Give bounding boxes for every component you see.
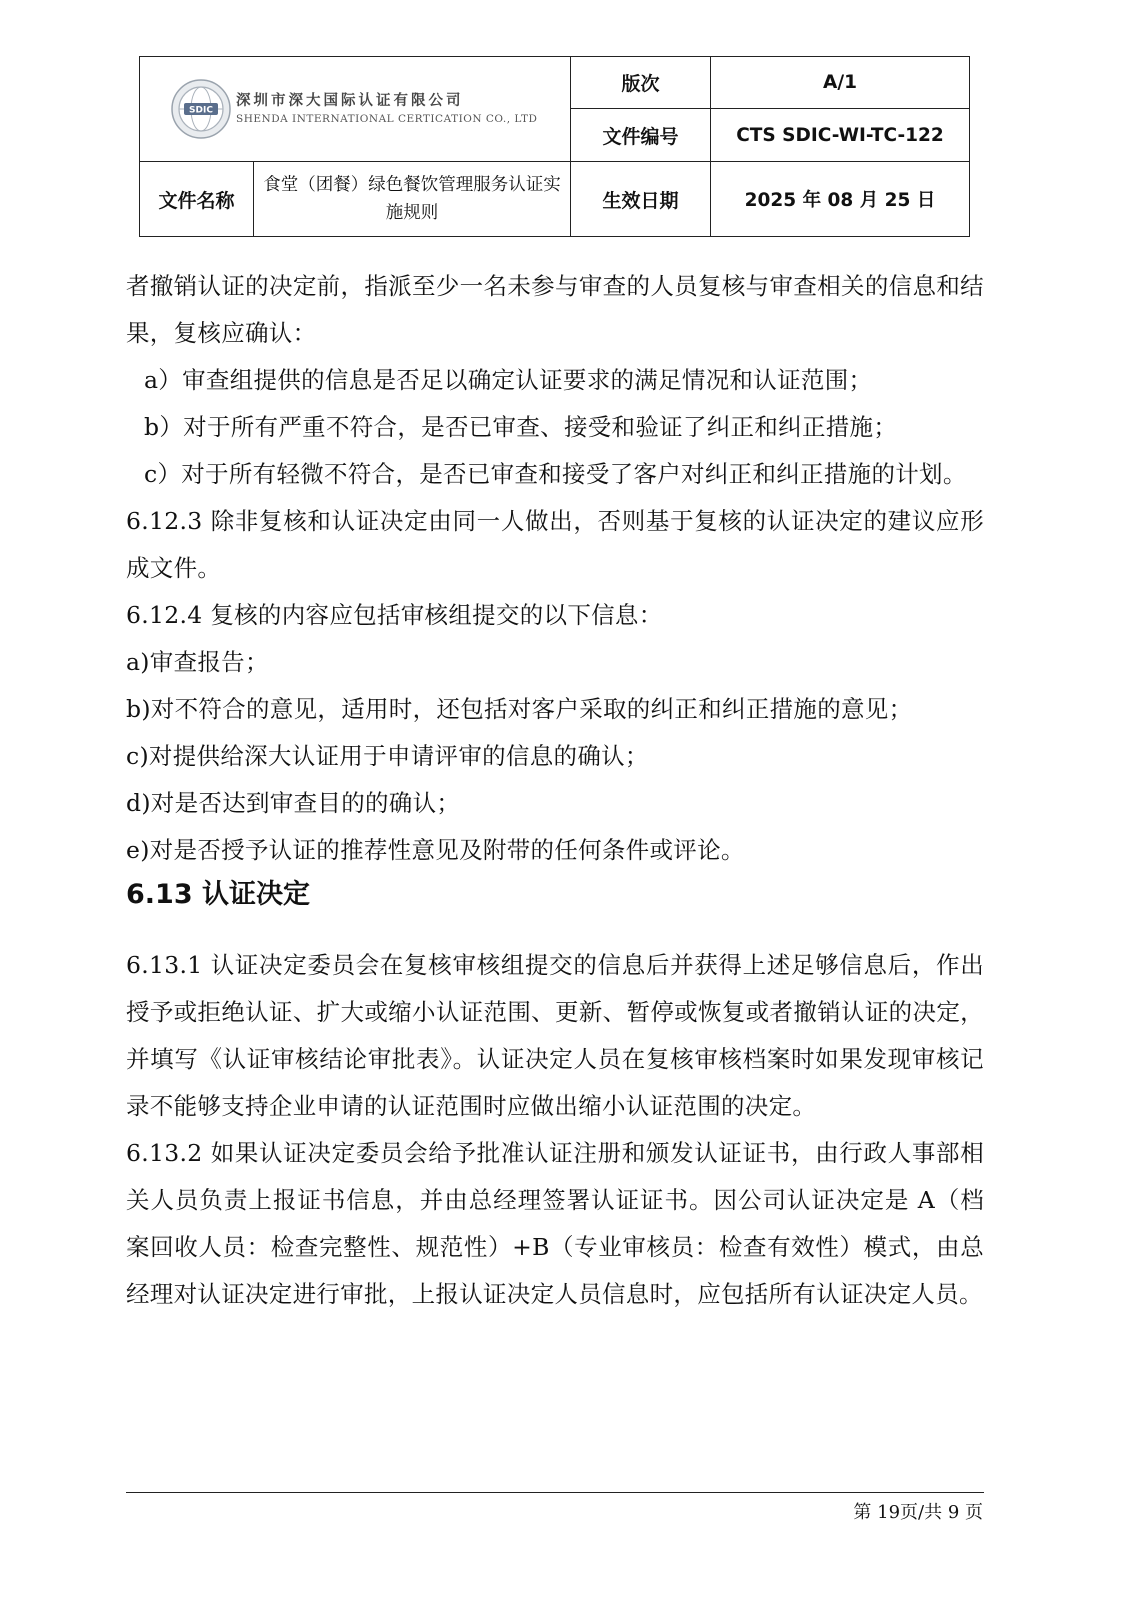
clause-6-13-2: 6.13.2 如果认证决定委员会给予批准认证注册和颁发认证证书，由行政人事部相关人员负责上报证书信息，并由总经理签署认证证书。因公司认证决定是 A（档案回收人员：检查完整性、规范性）+B（专业审核员：检查有效性）模式，由总经理对认证决定进行审批，上报认证决定人员信息时，应包括所有认证决定人员。 (126, 1139, 984, 1308)
review-intro-paragraph: 者撤销认证的决定前，指派至少一名未参与审查的人员复核与审查相关的信息和结果，复核应确认： (126, 272, 984, 347)
content-item-d: d)对是否达到审查目的的确认； (126, 789, 461, 817)
page-number: 第 19页/共 9 页 (853, 1502, 983, 1523)
footer-divider (126, 1492, 984, 1493)
doc-number-label: 文件编号 (571, 109, 711, 162)
clause-6-12-4: 6.12.4 复核的内容应包括审核组提交的以下信息： (126, 601, 663, 629)
content-item-c: c)对提供给深大认证用于申请评审的信息的确认； (126, 742, 649, 770)
section-heading-6-13: 6.13 认证决定 (126, 879, 311, 910)
content-item-b: b)对不符合的意见，适用时，还包括对客户采取的纠正和纠正措施的意见； (126, 695, 913, 723)
doc-name-value: 食堂（团餐）绿色餐饮管理服务认证实施规则 (254, 162, 571, 237)
doc-number-value: CTS SDIC-WI-TC-122 (711, 109, 970, 162)
company-logo-icon (170, 78, 232, 140)
review-item-b: b）对于所有严重不符合，是否已审查、接受和验证了纠正和纠正措施； (144, 413, 898, 441)
company-logo-cell (140, 57, 571, 162)
content-item-e: e)对是否授予认证的推荐性意见及附带的任何条件或评论。 (126, 836, 745, 864)
clause-6-13-1: 6.13.1 认证决定委员会在复核审核组提交的信息后并获得上述足够信息后，作出授予或拒绝认证、扩大或缩小认证范围、更新、暂停或恢复或者撤销认证的决定，并填写《认证审核结论审批表》。认证决定人员在复核审核档案时如果发现审核记录不能够支持企业申请的认证范围时应做出缩小认证范围的决定。 (126, 951, 984, 1120)
doc-name-label: 文件名称 (140, 162, 254, 237)
effective-date-value: 2025 年 08 月 25 日 (711, 162, 970, 237)
effective-date-label: 生效日期 (571, 162, 711, 237)
content-item-a: a)审查报告； (126, 648, 269, 676)
document-header-table (139, 56, 970, 237)
review-item-c: c）对于所有轻微不符合，是否已审查和接受了客户对纠正和纠正措施的计划。 (144, 460, 967, 488)
company-name-en: SHENDA INTERNATIONAL CERTICATION CO., LTD (236, 113, 538, 126)
clause-6-12-3: 6.12.3 除非复核和认证决定由同一人做出，否则基于复核的认证决定的建议应形成文件。 (126, 507, 984, 582)
document-body (126, 263, 984, 1318)
review-item-a: a）审查组提供的信息是否足以确定认证要求的满足情况和认证范围； (144, 366, 873, 394)
company-name-cn: 深圳市深大国际认证有限公司 (236, 92, 464, 109)
version-label: 版次 (571, 57, 711, 109)
svg-text:SDIC: SDIC (189, 105, 213, 116)
version-value: A/1 (711, 57, 970, 109)
